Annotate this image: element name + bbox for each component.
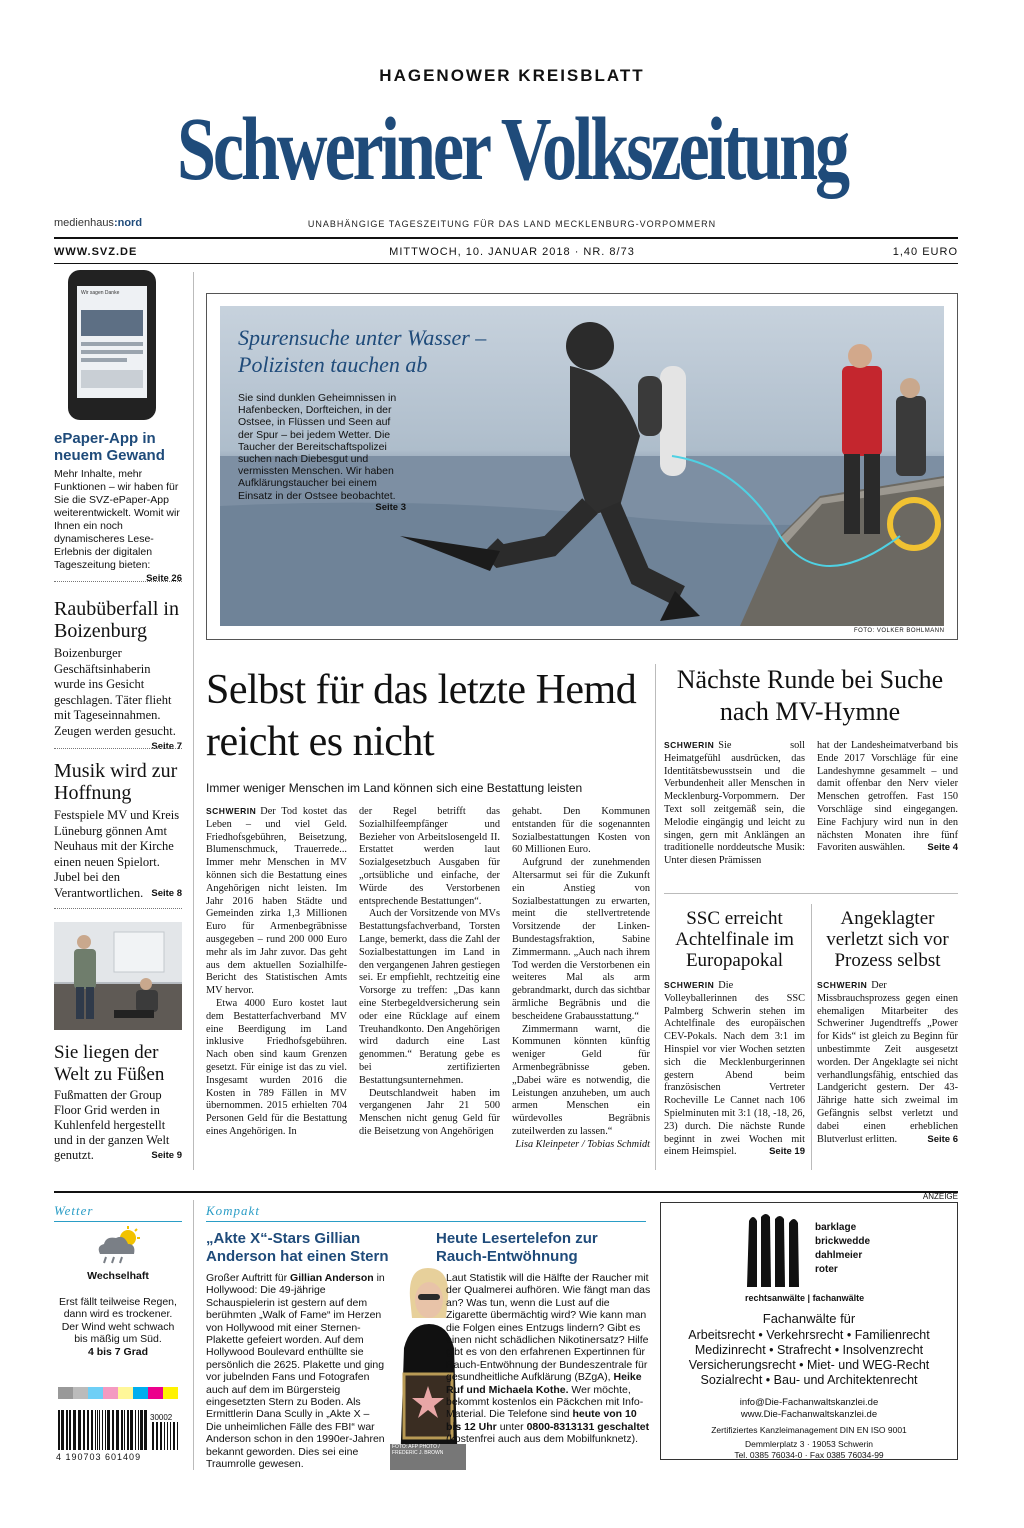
barcode-bar <box>135 1410 136 1450</box>
weather-title: Wechselhaft <box>87 1270 149 1282</box>
law-firm-certification: Zertifiziertes Kanzleimanagement DIN EN ISO 9001 <box>711 1425 907 1435</box>
phone-hotline-headline[interactable]: Heute Lesertelefon zur Rauch-Entwöhnung <box>436 1230 598 1265</box>
dateline: SCHWERIN <box>206 806 257 816</box>
lead-story-column-2 <box>359 806 500 1139</box>
page-reference[interactable]: Seite 9 <box>151 1150 182 1161</box>
floor-mats-teaser <box>54 1088 182 1163</box>
barcode-bar <box>102 1410 103 1450</box>
law-firm-partner-names <box>815 1221 870 1277</box>
barcode-addon-bar <box>164 1422 165 1450</box>
anthem-column-2 <box>817 740 958 855</box>
trial-story <box>817 980 958 1146</box>
volleyball-headline[interactable]: SSC erreicht Achtelfinale im Europapokal <box>675 908 794 971</box>
compact-section-label: Kompakt <box>206 1203 260 1218</box>
story-text: unter <box>496 1420 527 1433</box>
barcode-bar <box>87 1410 89 1450</box>
phone-screen-line <box>81 358 127 362</box>
barcode-bar <box>66 1410 68 1450</box>
floor-mats-photo <box>54 922 182 1030</box>
trial-headline[interactable]: Angeklagter verletzt sich vor Prozess selbst <box>826 908 949 971</box>
story-text: (kostenfrei auch aus dem Mobilfunknetz). <box>446 1433 639 1446</box>
cloud-rain-sun-icon <box>92 1226 144 1266</box>
barcode-bar <box>91 1410 93 1450</box>
anthem-headline[interactable]: Nächste Runde bei Suche nach MV-Hymne <box>676 665 944 726</box>
barcode-bar <box>99 1410 100 1450</box>
lead-story-paragraph: Auch der Vorsitzende von MVs Bestattungsfachverband, Torsten Lange, bemerkt, dass die Zahl der Sozialbestattungen im Land in den vergangenen Jahren gestiegen sei. Er empfiehlt, rechtzeitig eine Vorsorge zu treffen: „Das kann eine Sterbegeldversicherung sein oder eine Rücklage auf einem Treuhandkonto. Den Angehörigen wird dadurch eine Last genommen.“ Beratung gebe es bei zertifizierten Bestattungsunternehmen. <box>359 908 500 1086</box>
anthem-paragraph: Sie soll Heimatgefühl ausdrücken, das Identitätsbewusstsein und die Verbundenheit aller Menschen in Mecklenburg-Vorpommern. Der Text soll zeitgemäß sein, die Melodie eingängig und leicht zu singen, gern mit Anklängen an traditionelle norddeutsche Musik: Unter diesen Prämissen <box>664 740 805 867</box>
barcode-addon-bar <box>167 1422 168 1450</box>
law-firm-brand: rechtsanwälte | fachanwälte <box>745 1293 865 1303</box>
robbery-teaser-text: Boizenburger Geschäftsinhaberin wurde ins Gesicht geschlagen. Täter flieht mit Tageseinnahmen. Zeugen werden gesucht. <box>54 646 176 738</box>
dateline: SCHWERIN <box>664 740 715 750</box>
law-firm-phone: Tel. 0385 76034-0 · Fax 0385 76034-99 <box>734 1450 884 1460</box>
story-highlight: Gillian Anderson <box>290 1272 374 1284</box>
barcode-bar <box>105 1410 106 1450</box>
story-text: Laut Statistik will die Hälfte der Raucher mit der Qualmerei aufhören. Wie fängt man das an? Was tun, wenn die Lust auf die Zigarette übermächtig wird? Wie kann man die Folgen eines Entzugs lindern? Gibt es einen nicht schädlichen Nikotinersatz? Hilfe gibt es von den erfahrenen Expertinnen für Rauch-Entwöhnung der Bundeszentrale für gesundheitliche Aufklärung (BZgA), <box>446 1272 651 1384</box>
masthead-rule <box>54 237 958 239</box>
section-rule <box>54 1221 182 1222</box>
gillian-anderson-headline[interactable]: „Akte X“-Stars Gillian Anderson hat einen Stern <box>206 1230 389 1265</box>
column-divider <box>193 272 194 1170</box>
partner-name: dahlmeier <box>815 1250 863 1261</box>
story-highlight: heute von 10 bis 12 Uhr <box>446 1408 637 1433</box>
page-reference[interactable]: Seite 6 <box>927 1133 958 1145</box>
barcode-bar <box>97 1410 98 1450</box>
divider <box>54 908 182 909</box>
volleyball-paragraph: Die Volleyballerinnen des SSC Palmberg Schwerin stehen im Achtelfinale des europäischen CEV-Pokals. Nach dem 3:1 im Hinspiel vor vier Wochen setzten sich die Mecklenburgerinnen gestern Abend beim französischen Vertreter Rocheville Le Cannet nach 106 Spielminuten mit 3:1 (18, -18, 26, 23) durch. Die nächste Runde beginnt in zwei Wochen mit einem Heimspiel. <box>664 980 805 1158</box>
partner-name: brickwedde <box>815 1236 871 1247</box>
law-firm-street: Demmlerplatz 3 · 19053 Schwerin <box>744 1439 874 1449</box>
music-teaser-text: Festspiele MV und Kreis Lüneburg gönnen Amt Neuhaus mit der Kirche einen neuen Spielort. Jubel bei den Verantwortlichen. <box>54 808 180 900</box>
barcode-addon-bar <box>152 1422 154 1450</box>
regional-edition-title: HAGENOWER KREISBLATT <box>379 66 645 85</box>
gillian-anderson-story <box>206 1272 386 1471</box>
photo-credit: FOTO: AFP PHOTO / FREDERIC J. BROWN <box>392 1444 444 1456</box>
hotline-number[interactable]: 0800-8313131 geschaltet <box>526 1420 650 1433</box>
law-firm-email[interactable]: info@Die-Fachanwaltskanzlei.de <box>739 1397 879 1408</box>
dateline: SCHWERIN <box>664 980 715 990</box>
partner-name: roter <box>815 1264 838 1275</box>
epaper-headline[interactable]: ePaper-App in neuem Gewand <box>54 430 165 464</box>
barcode-bar <box>61 1410 64 1450</box>
barcode-addon-bar <box>160 1422 162 1450</box>
diver-story-teaser-text: Sie sind dunklen Geheimnissen in Hafenbecken, Dorfteichen, in der Ostsee, in Flüssen und Seen auf der Spur – bei jedem Wetter. Die Taucher der Bereitschaftspolizei suchen nach Diebesgut und vermissten Menschen. Wir haben Aufklärungstaucher bei einem Einsatz in der Ostsee beobachtet. <box>238 392 397 502</box>
publisher-logo-a: medienhaus <box>54 217 114 229</box>
barcode-addon-bar <box>177 1422 178 1450</box>
phone-screen-title: Wir sagen Danke <box>81 290 120 296</box>
robbery-teaser <box>54 646 182 755</box>
specialist-line: Versicherungsrecht • Miet- und WEG-Recht <box>688 1358 930 1372</box>
story-text: Großer Auftritt für <box>206 1272 291 1284</box>
phone-screen-line <box>81 350 143 354</box>
anthem-paragraph: hat der Landesheimatverband bis Ende 2017 Vorschläge für eine Landeshymne gesammelt – und damit offenbar den Nerv vieler Menschen getroffen. Fast 150 Vorschläge sind eingegangen. Eine Fachjury wird nun in den nächsten Monaten ihre fünf Favoriten auswählen. <box>817 740 958 854</box>
lead-story-paragraph: Deutschlandweit haben im vergangenen Jahr 21 500 Menschen nicht genug Geld für die Beisetzung von Angehörigen <box>359 1087 500 1137</box>
barcode-bar <box>138 1410 139 1450</box>
page-reference[interactable]: Seite 3 <box>375 501 406 513</box>
lead-story-paragraph: Zimmermann warnt, die Kommunen könnten künftig weniger Geld für Armenbegräbnisse geben. „Dabei wäre es notwendig, die Leistungen anzuheben, um auch armen Menschen ein würdevolles Begräbnis zuteilwerden zu lassen.“ <box>512 1023 650 1137</box>
divider <box>54 581 182 582</box>
barcode-addon-bar <box>170 1422 171 1450</box>
specialist-line: Sozialrecht • Bau- und Architektenrecht <box>700 1373 918 1387</box>
lead-story-subheadline: Immer weniger Menschen im Land können sich eine Bestattung leisten <box>206 781 583 795</box>
barcode-bar <box>107 1410 110 1450</box>
specialist-title: Fachanwälte für <box>762 1311 856 1326</box>
specialist-line: Arbeitsrecht • Verkehrsrecht • Familienrecht <box>688 1328 930 1342</box>
story-text: Wer möchte, bekommt kostenlos ein Päckchen mit Info-Material. Die Telefone sind <box>446 1383 644 1421</box>
publisher-logo-b: :nord <box>113 217 143 229</box>
barcode-addon-bar <box>156 1422 158 1450</box>
bottom-section-rule <box>54 1191 958 1193</box>
barcode-bar <box>121 1410 123 1450</box>
column-divider <box>811 904 812 1170</box>
music-teaser <box>54 808 182 901</box>
specialist-list <box>661 1328 957 1388</box>
page-reference[interactable]: Seite 8 <box>151 887 182 899</box>
trial-paragraph: Der Missbrauchsprozess gegen einen ehemaligen Mitarbeiter des Schweriner Jugendtreffs „Power for Kids“ ist gleich zu Beginn für unbestimmte Zeit ausgesetzt worden. Der Angeklagte sei nicht verhandlungsfähig, entschied das Landgericht gestern. Der 43-Jährige hatte sich zweimal im Gefängnis selbst verletzt und dabei einen erheblichen Blutverlust erlitten. <box>817 980 958 1145</box>
barcode-addon-number: 30002 <box>150 1413 173 1422</box>
barcode-bar <box>144 1410 147 1450</box>
phone-screen-photo <box>81 310 143 336</box>
law-firm-advertisement[interactable] <box>660 1202 958 1460</box>
story-highlight: Heike Ruf und Michaela Kothe. <box>446 1371 642 1396</box>
weather-temperature: 4 bis 7 Grad <box>87 1345 149 1358</box>
barcode-bar <box>112 1410 114 1450</box>
barcode-bar <box>127 1410 129 1450</box>
newspaper-title: Schweriner Volkszeitung <box>177 100 847 199</box>
epaper-teaser <box>54 468 182 585</box>
phone-screen-line <box>81 342 143 346</box>
law-firm-contact <box>661 1397 957 1421</box>
story-text: in Hollywood: Die 49-jährige Schauspielerin ist gestern auf dem berühmten „Walk of Fame“ im Herzen von Hollywood mit einer Sternen-Plakette gefeiert worden. Auf dem Hollywood Boulevard enthüllte sie persönlich die 2625. Plakette und ging vor jubelnden Fans und Fotografen auch auf dem im Bürgersteig eingesetzten Stern zu Boden. Als Ermittlerin Dana Scully in „Akte X – Die unheimlichen Fälle des FBI“ war Anderson schon in den 1990er-Jahren bekannt geworden. Dies sei eine Traumrolle gewesen. <box>206 1272 385 1471</box>
phone-screen-block <box>81 370 143 388</box>
column-divider <box>193 1200 194 1470</box>
issue-date: MITTWOCH, 10. JANUAR 2018 · NR. 8/73 <box>389 246 635 258</box>
lead-story-column-3 <box>512 806 650 1152</box>
law-firm-brand-b: fachanwälte <box>812 1293 865 1303</box>
lead-story-paragraph: Der Tod kostet das Leben – und viel Geld. Friedhofsgebühren, Beisetzung, Blumenschmuck, Trauerrede... Immer mehr Menschen in MV können sich die Bestattung eines Angehörigen nicht leisten. Im Jahr 2016 haben Städte und Gemeinden zirka 1,3 Millionen Euro für Armenbegräbnisse ausgegeben – rund 200 000 Euro mehr als im Jahr zuvor. Das geht aus dem aktuellen Sozialhilfe-Bericht des Statistischen Amts MV hervor. <box>206 806 347 997</box>
print-color-bar <box>58 1386 178 1398</box>
law-firm-logo <box>745 1211 801 1287</box>
barcode-bar <box>124 1410 125 1450</box>
divider <box>664 893 958 894</box>
anthem-column-1 <box>664 740 805 868</box>
page-reference[interactable]: Seite 7 <box>151 741 182 752</box>
newspaper-tagline: UNABHÄNGIGE TAGESZEITUNG FÜR DAS LAND MECKLENBURG-VORPOMMERN <box>307 219 717 229</box>
lead-story-paragraph: der Regel betrifft das Sozialhilfeempfänger und Bezieher von Arbeitslosengeld II. Erstattet werden laut Sozialgesetzbuch Ausgaben für „ortsübliche und einfache, der Würde des Verstorbenen entsprechende Bestattungen“. <box>359 806 500 907</box>
barcode-bar <box>69 1410 71 1450</box>
robbery-headline[interactable]: Raubüberfall in Boizenburg <box>54 598 179 642</box>
lead-story-paragraph: Etwa 4000 Euro kostet laut dem Bestatterfachverband MV eine Beerdigung im Land inklusive Friedhofsgebühren. Nach oben sind kaum Grenzen gesetzt. Für einige ist das zu viel. Insgesamt wurden 2016 die Kosten in 789 Fällen in MV übernommen. 2015 erhielten 704 Personen Geld für die Bestattung eines Angehörigen. In <box>206 997 347 1137</box>
advertisement-label: ANZEIGE <box>922 1192 958 1201</box>
barcode-bar <box>116 1410 119 1450</box>
lead-story-paragraph: Aufgrund der zunehmenden Altersarmut sei für die Zukunft ein Anstieg von Sozialbestattungen zu erwarten, meint die stellvertretende Vorsitzende der Linken-Bundestagsfraktion, Sabine Zimmermann. „Auch nach ihrem Tod werden die Verstorbenen ein weiteres Mal als arm gebrandmarkt, durch das sichtbar ärmliche Begräbnis und die bescheidene Grabausstattung.“ <box>512 857 650 1022</box>
specialist-line: Medizinrecht • Strafrecht • Insolvenzrecht <box>694 1343 924 1357</box>
barcode-number: 4 190703 601409 <box>56 1452 142 1462</box>
law-firm-address <box>661 1439 957 1461</box>
lead-story-paragraph: gehabt. Den Kommunen entstanden für die sogenannten Sozialbestattungen Kosten von 60 Millionen Euro. <box>512 806 650 856</box>
barcode-bar <box>140 1410 143 1450</box>
website-link[interactable]: WWW.SVZ.DE <box>54 246 138 258</box>
section-rule <box>206 1221 646 1222</box>
phone-hotline-story <box>446 1272 652 1446</box>
diver-story-teaser <box>238 392 406 514</box>
weather-forecast-text: Erst fällt teilweise Regen, dann wird es trockener. Der Wind weht schwach bis mäßig um Süd. <box>59 1296 177 1346</box>
diver-story-headline[interactable]: Spurensuche unter Wasser – Polizisten tauchen ab <box>238 325 487 377</box>
lead-story-headline[interactable]: Selbst für das letzte Hemd reicht es nicht <box>206 667 637 765</box>
floor-mats-teaser-text: Fußmatten der Group Floor Grid werden in Kuhlenfeld hergestellt und in der ganzen Welt genutzt. <box>54 1088 170 1162</box>
volleyball-story <box>664 980 805 1159</box>
barcode-addon-bar <box>173 1422 175 1450</box>
page-reference[interactable]: Seite 4 <box>927 842 958 854</box>
page-reference[interactable]: Seite 26 <box>146 573 182 584</box>
lead-story-column-1 <box>206 806 347 1139</box>
barcode-bar <box>83 1410 85 1450</box>
barcode-bar <box>130 1410 133 1450</box>
law-firm-website[interactable]: www.Die-Fachanwaltskanzlei.de <box>740 1409 878 1420</box>
epaper-teaser-text: Mehr Inhalte, mehr Funktionen – wir haben für Sie die SVZ-ePaper-App weiterentwickelt. Womit wir Ihnen ein noch dynamischeres Lese-Erlebnis der digitalen Tageszeitung bieten: <box>54 468 180 571</box>
barcode-bar <box>73 1410 76 1450</box>
divider <box>54 748 182 749</box>
partner-name: barklage <box>815 1222 857 1233</box>
photo-credit: FOTO: VOLKER BOHLMANN <box>854 628 945 634</box>
law-firm-brand-a: rechtsanwälte <box>745 1293 806 1303</box>
barcode-bar <box>95 1410 96 1450</box>
lead-story-author: Lisa Kleinpeter / Tobias Schmidt <box>515 1138 650 1150</box>
weather-forecast <box>54 1296 182 1358</box>
music-headline[interactable]: Musik wird zur Hoffnung <box>54 760 178 804</box>
floor-mats-headline[interactable]: Sie liegen der Welt zu Füßen <box>54 1042 165 1085</box>
dateline: SCHWERIN <box>817 980 868 990</box>
epaper-screen-preview <box>77 286 147 398</box>
barcode-bar <box>78 1410 81 1450</box>
column-divider <box>655 664 656 1170</box>
weather-section-label: Wetter <box>54 1203 94 1218</box>
dateline-rule <box>54 263 958 264</box>
issue-price: 1,40 EURO <box>892 246 958 258</box>
page-reference[interactable]: Seite 19 <box>769 1146 805 1158</box>
barcode-bar <box>58 1410 60 1450</box>
